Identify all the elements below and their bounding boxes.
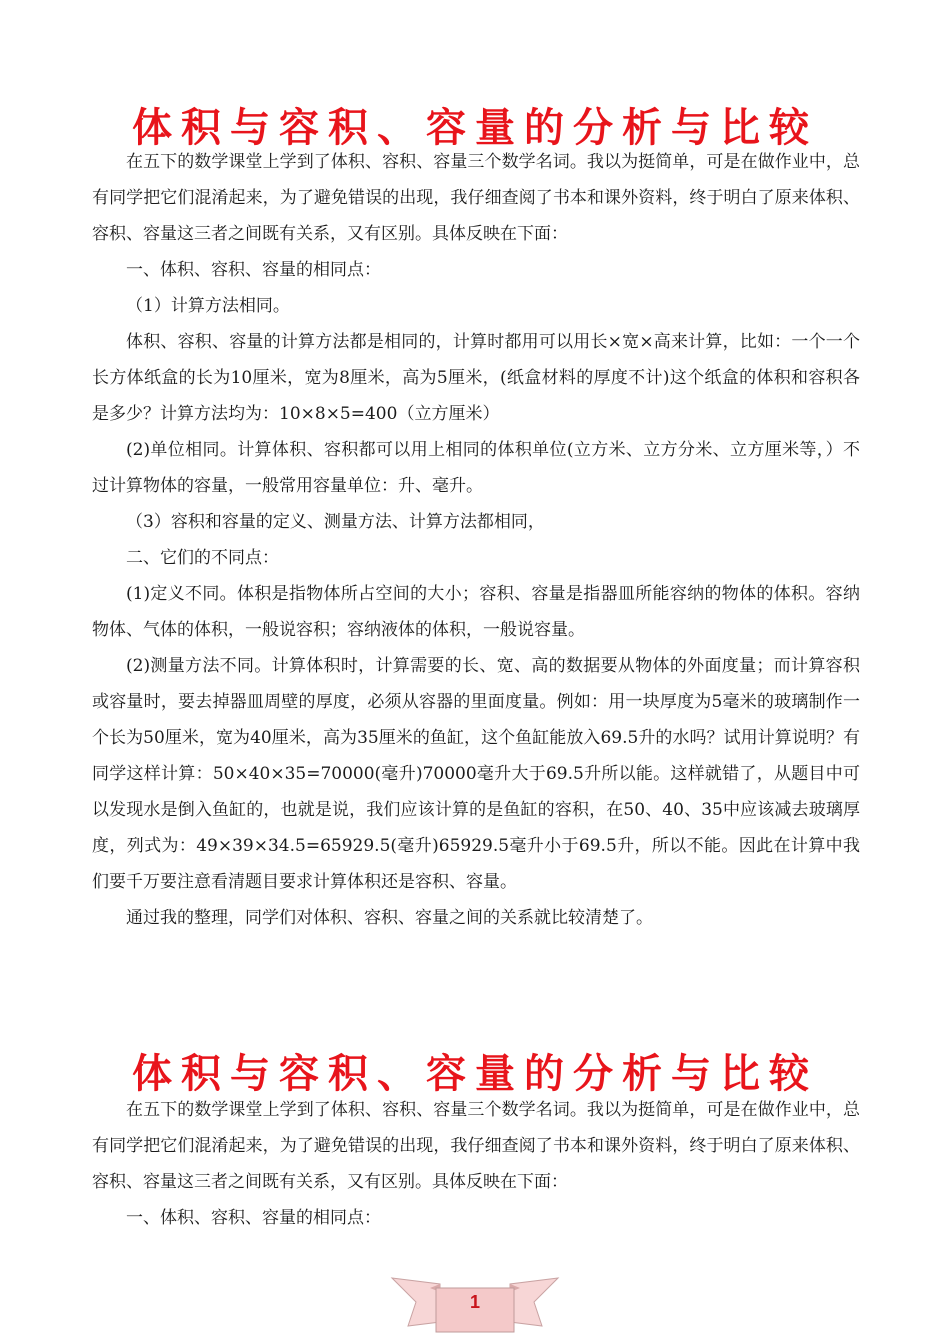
paragraph: (2)测量方法不同。计算体积时，计算需要的长、宽、高的数据要从物体的外面度量；而计算容积或容量时，要去掉器皿周壁的厚度，必须从容器的里面度量。例如：用一块厚度为5毫米的玻璃制作一个长为50厘米，宽为40厘米，高为35厘米的鱼缸，这个鱼缸能放入69.5升的水吗？试用计算说明？有同学这样计算：50×40×35=70000(毫升)70000毫升大于69.5升所以能。这样就错了，从题目中可以发现水是倒入鱼缸的，也就是说，我们应该计算的是鱼缸的容积，在50、40、35中应该减去玻璃厚度，列式为：49×39×34.5=65929.5(毫升)65929.5毫升小于69.5升，所以不能。因此在计算中我们要千万要注意看清题目要求计算体积还是容积、容量。 (92, 656, 860, 892)
paragraph: （1）计算方法相同。 (126, 296, 290, 316)
paragraph: 二、它们的不同点： (126, 548, 279, 568)
page-number: 1 (469, 1292, 480, 1312)
paragraph: (2)单位相同。计算体积、容积都可以用上相同的体积单位(立方米、立方分米、立方厘米等，）不过计算物体的容量，一般常用容量单位：升、毫升。 (92, 440, 860, 496)
paragraph: 一、体积、容积、容量的相同点： (126, 1208, 381, 1228)
paragraph: （3）容积和容量的定义、测量方法、计算方法都相同， (126, 512, 545, 532)
paragraph: 体积、容积、容量的计算方法都是相同的，计算时都用可以用长×宽×高来计算，比如：一个一个长方体纸盒的长为10厘米，宽为8厘米，高为5厘米，(纸盒材料的厚度不计)这个纸盒的体积和容积各是多少？计算方法均为：10×8×5=400（立方厘米） (92, 332, 860, 424)
page-number-ribbon (390, 1270, 560, 1340)
paragraph: 一、体积、容积、容量的相同点： (126, 260, 381, 280)
paragraph: (1)定义不同。体积是指物体所占空间的大小；容积、容量是指器皿所能容纳的物体的体积。容纳物体、气体的体积，一般说容积；容纳液体的体积，一般说容量。 (92, 584, 860, 640)
page-title-repeat: 体积与容积、容量的分析与比较 (132, 1051, 818, 1097)
paragraph: 在五下的数学课堂上学到了体积、容积、容量三个数学名词。我以为挺简单，可是在做作业中，总有同学把它们混淆起来，为了避免错误的出现，我仔细查阅了书本和课外资料，终于明白了原来体积、容积、容量这三者之间既有关系，又有区别。具体反映在下面： (92, 152, 860, 244)
article-body-repeat (92, 1092, 860, 1236)
page-title: 体积与容积、容量的分析与比较 (132, 105, 818, 151)
paragraph: 在五下的数学课堂上学到了体积、容积、容量三个数学名词。我以为挺简单，可是在做作业中，总有同学把它们混淆起来，为了避免错误的出现，我仔细查阅了书本和课外资料，终于明白了原来体积、容积、容量这三者之间既有关系，又有区别。具体反映在下面： (92, 1100, 860, 1192)
article-body (92, 144, 860, 936)
paragraph: 通过我的整理，同学们对体积、容积、容量之间的关系就比较清楚了。 (126, 908, 653, 928)
